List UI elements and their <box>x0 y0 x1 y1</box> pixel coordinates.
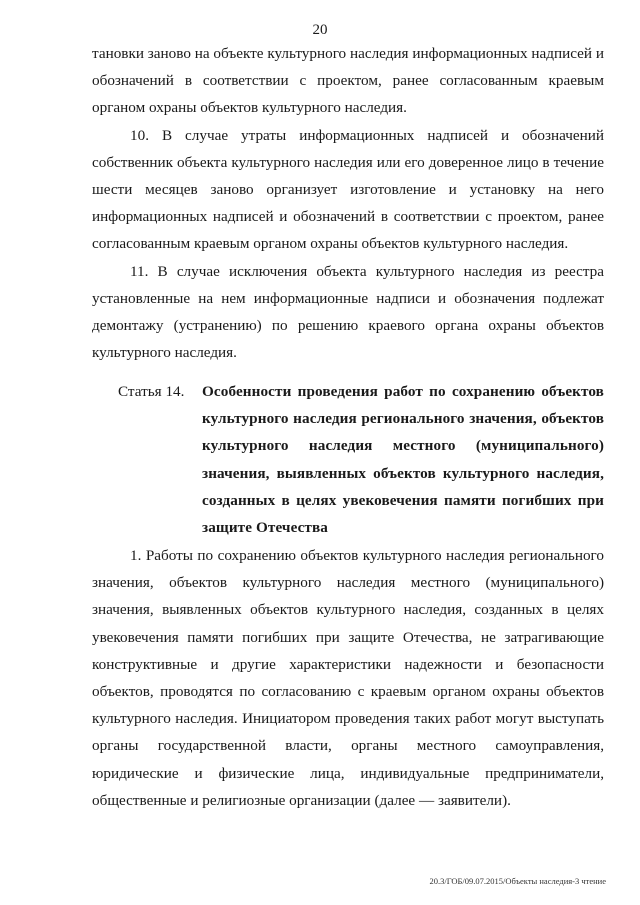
paragraph-11: 11. В случае исключения объекта культурного наследия из реестра установленные на нем информационные надписи и обозначения подлежат демонтажу (устранению) по решению краевого органа охраны объектов культурного наследия. <box>92 262 604 362</box>
document-footer: 20.3/ГОБ/09.07.2015/Объекты наследия-3 чтение <box>429 876 606 886</box>
paragraph-article-14-1: 1. Работы по сохранению объектов культурного наследия регионального значения, объектов культурного наследия местного (муниципального) значения, выявленных объектов культурного наследия, созданных в целях увековечения памяти погибших при защите Отечества, не затрагивающие конструктивные и другие характеристики надежности и безопасности объектов, проводятся по согласованию с краевым органом охраны объектов культурного наследия. Инициатором проведения таких работ могут выступать органы государственной власти, органы местного самоуправления, юридические и физические лица, индивидуальные предприниматели, общественные и религиозные организации (далее — заявители). <box>92 547 604 809</box>
body-text-top <box>92 40 604 366</box>
article-label: Статья 14. <box>118 383 185 400</box>
paragraph-continuation: тановки заново на объекте культурного наследия информационных надписей и обозначений в соответствии с проектом, ранее согласованным краевым органом охраны объектов культурного наследия. <box>92 45 604 117</box>
body-text-bottom <box>92 542 604 814</box>
paragraph-10: 10. В случае утраты информационных надписей и обозначений собственник объекта культурного наследия или его доверенное лицо в течение шести месяцев заново организует изготовление и установку на него информационных надписей и обозначений в соответствии с проектом, ранее согласованным краевым органом охраны объектов культурного наследия. <box>92 126 604 253</box>
page-number: 20 <box>312 22 328 38</box>
article-title: Особенности проведения работ по сохранению объектов культурного наследия регионального значения, объектов культурного наследия местного (муниципального) значения, выявленных объектов культурного наследия, созданных в целях увековечения памяти погибших при защите Отечества <box>202 383 604 537</box>
